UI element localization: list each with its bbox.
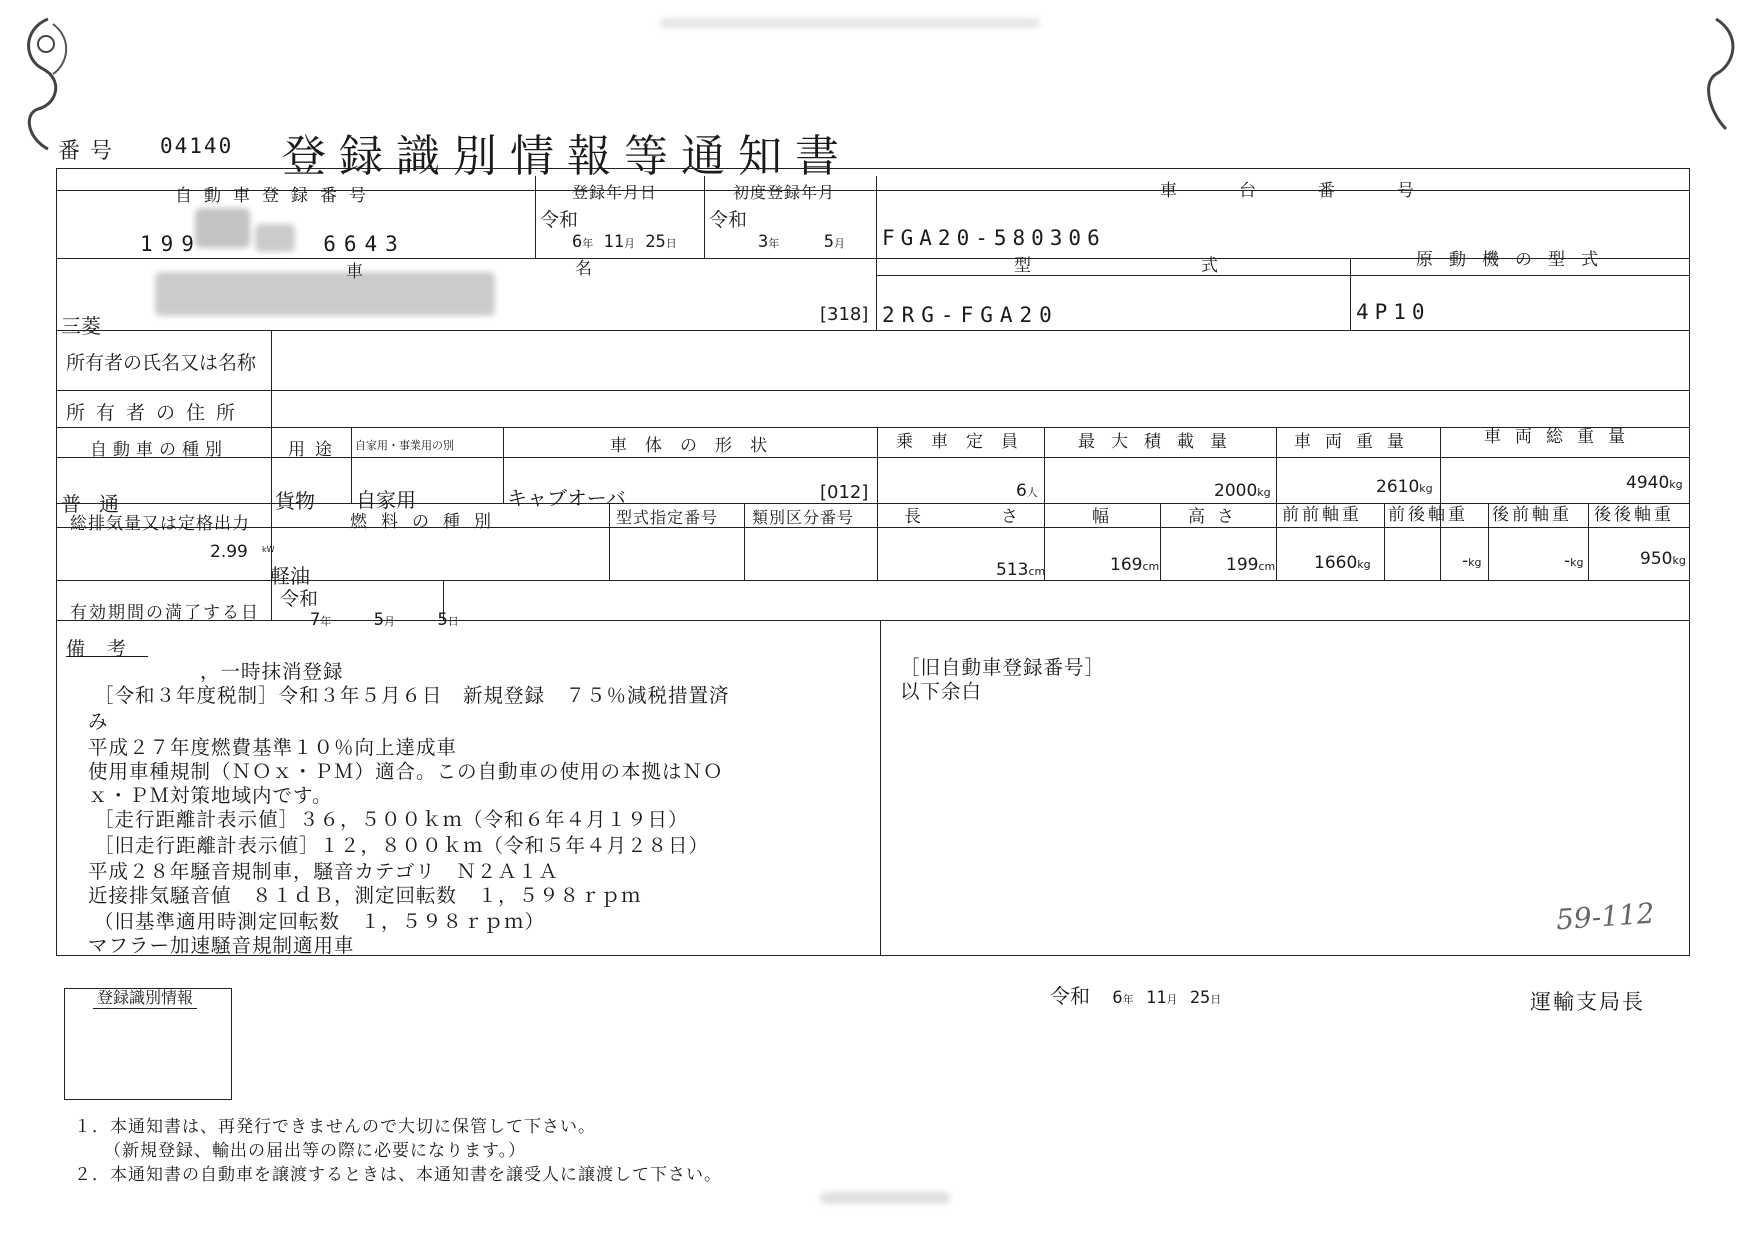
body-shape-value: キャブオーバ	[507, 486, 626, 510]
body-shape-label: 車体の形状	[610, 436, 785, 456]
day-unit: 日	[447, 615, 459, 628]
first-reg-label: 初度登録年月	[733, 183, 836, 202]
expiry-month: 5	[373, 610, 384, 630]
max-load-unit: kg	[1257, 486, 1271, 499]
remark-line: ［走行距離計表示値］３６，５００ｋｍ（令和６年４月１９日）	[94, 808, 689, 831]
capacity-unit: 人	[1026, 486, 1038, 499]
vehicle-weight-unit: kg	[1419, 482, 1433, 495]
model-value: 2RG-FGA20	[882, 303, 1059, 327]
private-business-label: 自家用・事業用の別	[355, 439, 454, 452]
height-value	[1226, 555, 1275, 575]
chassis-value: FGA20-580306	[882, 226, 1106, 250]
private-value: 自家用	[356, 488, 416, 512]
gross-weight-unit: kg	[1669, 478, 1683, 491]
type-designation-label: 型式指定番号	[616, 508, 719, 527]
axle-rr-unit: kg	[1672, 554, 1686, 567]
remark-line: ｘ・ＰＭ対策地域内です。	[88, 784, 333, 807]
height-label: 高さ	[1188, 507, 1246, 527]
remark-line: 近接排気騒音値 ８１ｄＢ，測定回転数 １，５９８ｒｐｍ	[88, 884, 642, 907]
axle-rf-number: -	[1564, 551, 1571, 571]
issue-date	[1050, 980, 1221, 1009]
remark-line: ［旧走行距離計表示値］１２，８００ｋｍ（令和５年４月２８日）	[94, 834, 710, 857]
scan-artifact	[660, 18, 1040, 28]
expiry-label: 有効期間の満了する日	[70, 603, 260, 623]
chassis-label: 車台番号	[1160, 181, 1476, 201]
reg-date-label: 登録年月日	[572, 183, 658, 202]
first-reg-date	[758, 232, 845, 252]
remark-line: マフラー加速騒音規制適用車	[88, 934, 355, 957]
gross-weight-label: 車両総重量	[1484, 427, 1639, 447]
month-unit: 月	[384, 615, 395, 628]
reg-date-year: 6	[572, 232, 583, 252]
year-unit: 年	[768, 237, 780, 250]
displacement-number: 2.99	[210, 542, 248, 562]
axle-fr-number: -	[1462, 551, 1469, 571]
axle-rr-label: 後後軸重	[1594, 505, 1674, 525]
width-unit: cm	[1142, 560, 1160, 573]
max-load-number: 2000	[1214, 481, 1258, 501]
max-load-value	[1214, 481, 1271, 501]
axle-ff-number: 1660	[1314, 553, 1358, 573]
use-value: 貨物	[275, 489, 315, 513]
axle-fr-value	[1462, 551, 1482, 571]
engine-label: 原動機の型式	[1416, 250, 1614, 270]
category-number-label: 類別区分番号	[752, 508, 855, 527]
reg-number-part-2: 6643	[323, 232, 406, 256]
issue-date-day: 25	[1189, 988, 1211, 1008]
gross-weight-value	[1626, 473, 1683, 493]
issue-date-month: 11	[1145, 988, 1167, 1008]
first-reg-era: 令和	[709, 209, 748, 231]
old-reg-number-label: ［旧自動車登録番号］	[900, 656, 1106, 679]
use-label: 用途	[288, 440, 342, 460]
corner-ornament-right	[1696, 14, 1746, 134]
axle-ff-unit: kg	[1357, 558, 1371, 571]
vehicle-kind-label: 自動車の種別	[90, 440, 228, 460]
gross-weight-number: 4940	[1626, 473, 1670, 493]
remark-line: 平成２７年度燃費基準１０％向上達成車	[88, 736, 458, 759]
remark-line: み	[88, 710, 109, 733]
redaction-mark	[255, 224, 295, 252]
expiry-era: 令和	[280, 588, 319, 610]
vehicle-weight-label: 車両重量	[1294, 432, 1418, 452]
reg-number-label: 自動車登録番号	[175, 186, 378, 206]
day-unit: 日	[1210, 993, 1222, 1006]
issue-date-era: 令和	[1050, 984, 1090, 1008]
model-label: 型式	[1014, 256, 1388, 276]
remark-line: 平成２８年騒音規制車，騒音カテゴリ Ｎ２Ａ１Ａ	[88, 860, 559, 883]
year-unit: 年	[582, 237, 594, 250]
document-title: 登録識別情報等通知書	[282, 131, 852, 182]
reg-date-day: 25	[645, 232, 666, 252]
reg-date-era: 令和	[540, 209, 579, 231]
height-number: 199	[1226, 555, 1259, 575]
expiry-year: 7	[310, 610, 321, 630]
remark-line: ，一時抹消登録	[200, 660, 344, 683]
fuel-type-value: 軽油	[270, 564, 310, 588]
month-unit: 月	[1166, 993, 1178, 1006]
length-number: 513	[996, 560, 1029, 580]
year-unit: 年	[1122, 993, 1134, 1006]
displacement-value	[210, 542, 248, 562]
expiry-day: 5	[437, 610, 448, 630]
axle-ff-value	[1314, 553, 1371, 573]
length-value	[996, 560, 1045, 580]
month-unit: 月	[623, 237, 635, 250]
redaction-mark	[155, 272, 495, 316]
footer-note: １．本通知書は、再発行できませんので大切に保管して下さい。	[74, 1117, 596, 1137]
axle-ff-label: 前前軸重	[1282, 505, 1362, 525]
number-label: 番号	[58, 139, 123, 164]
handwritten-note: 59-112	[1554, 896, 1656, 937]
axle-fr-label: 前後軸重	[1388, 505, 1468, 525]
corner-ornament-left	[18, 14, 78, 154]
vehicle-weight-number: 2610	[1376, 477, 1420, 497]
axle-rf-unit: kg	[1570, 556, 1584, 569]
owner-address-label: 所有者の住所	[66, 402, 247, 424]
name-code: [318]	[820, 304, 869, 325]
capacity-number: 6	[1016, 481, 1027, 501]
length-label: 長さ	[904, 507, 1098, 527]
vehicle-weight-value	[1376, 477, 1433, 497]
remark-line: （旧基準適用時測定回転数 １，５９８ｒｐｍ）	[94, 910, 546, 933]
capacity-label: 乗車定員	[896, 432, 1036, 452]
remarks-label: 備考	[66, 638, 149, 660]
length-unit: cm	[1028, 565, 1046, 578]
name-label-char-2: 名	[575, 259, 599, 279]
day-unit: 日	[665, 237, 677, 250]
capacity-value	[1016, 481, 1038, 501]
height-unit: cm	[1258, 560, 1276, 573]
axle-rf-label: 後前軸重	[1492, 505, 1572, 525]
year-unit: 年	[320, 615, 332, 628]
scan-artifact	[820, 1192, 950, 1204]
footer-note: （新規登録、輸出の届出等の際に必要になります。）	[104, 1141, 527, 1161]
remark-line: 使用車種規制（ＮＯｘ・ＰＭ）適合。この自動車の使用の本拠はＮＯ	[88, 760, 724, 783]
body-shape-code: [012]	[820, 482, 869, 503]
name-label-char-1: 車	[346, 262, 370, 282]
axle-rr-value	[1640, 549, 1686, 569]
owner-name-label: 所有者の氏名又は名称	[66, 352, 257, 374]
width-value	[1110, 555, 1159, 575]
reg-number-part-1: 199	[140, 232, 202, 256]
engine-value: 4P10	[1356, 300, 1431, 324]
reg-date	[572, 232, 677, 252]
number-value: 04140	[160, 134, 234, 158]
expiry-date	[310, 610, 459, 630]
max-load-label: 最大積載量	[1078, 432, 1243, 452]
maker-name: 三菱	[61, 314, 101, 338]
width-label: 幅	[1092, 507, 1116, 527]
width-number: 169	[1110, 555, 1143, 575]
issuer: 運輸支局長	[1530, 990, 1645, 1014]
axle-rr-number: 950	[1640, 549, 1673, 569]
reg-date-month: 11	[603, 232, 624, 252]
first-reg-year: 3	[758, 232, 769, 252]
vehicle-kind-value: 普通	[61, 492, 137, 516]
first-reg-month: 5	[823, 232, 834, 252]
axle-fr-unit: kg	[1468, 556, 1482, 569]
displacement-label: 総排気量又は定格出力	[70, 514, 250, 534]
redaction-mark	[195, 208, 250, 248]
footer-note: ２．本通知書の自動車を譲渡するときは、本通知書を譲受人に譲渡して下さい。	[74, 1165, 722, 1185]
displacement-unit: kW	[262, 545, 275, 554]
remark-line: ［令和３年度税制］令和３年５月６日 新規登録 ７５％減税措置済	[94, 684, 730, 707]
old-reg-number-value: 以下余白	[900, 680, 983, 703]
issue-date-year: 6	[1112, 988, 1123, 1008]
reg-info-label: 登録識別情報	[93, 985, 197, 1009]
month-unit: 月	[834, 237, 845, 250]
fuel-type-label: 燃料の種別	[350, 512, 505, 532]
axle-rf-value	[1564, 551, 1584, 571]
